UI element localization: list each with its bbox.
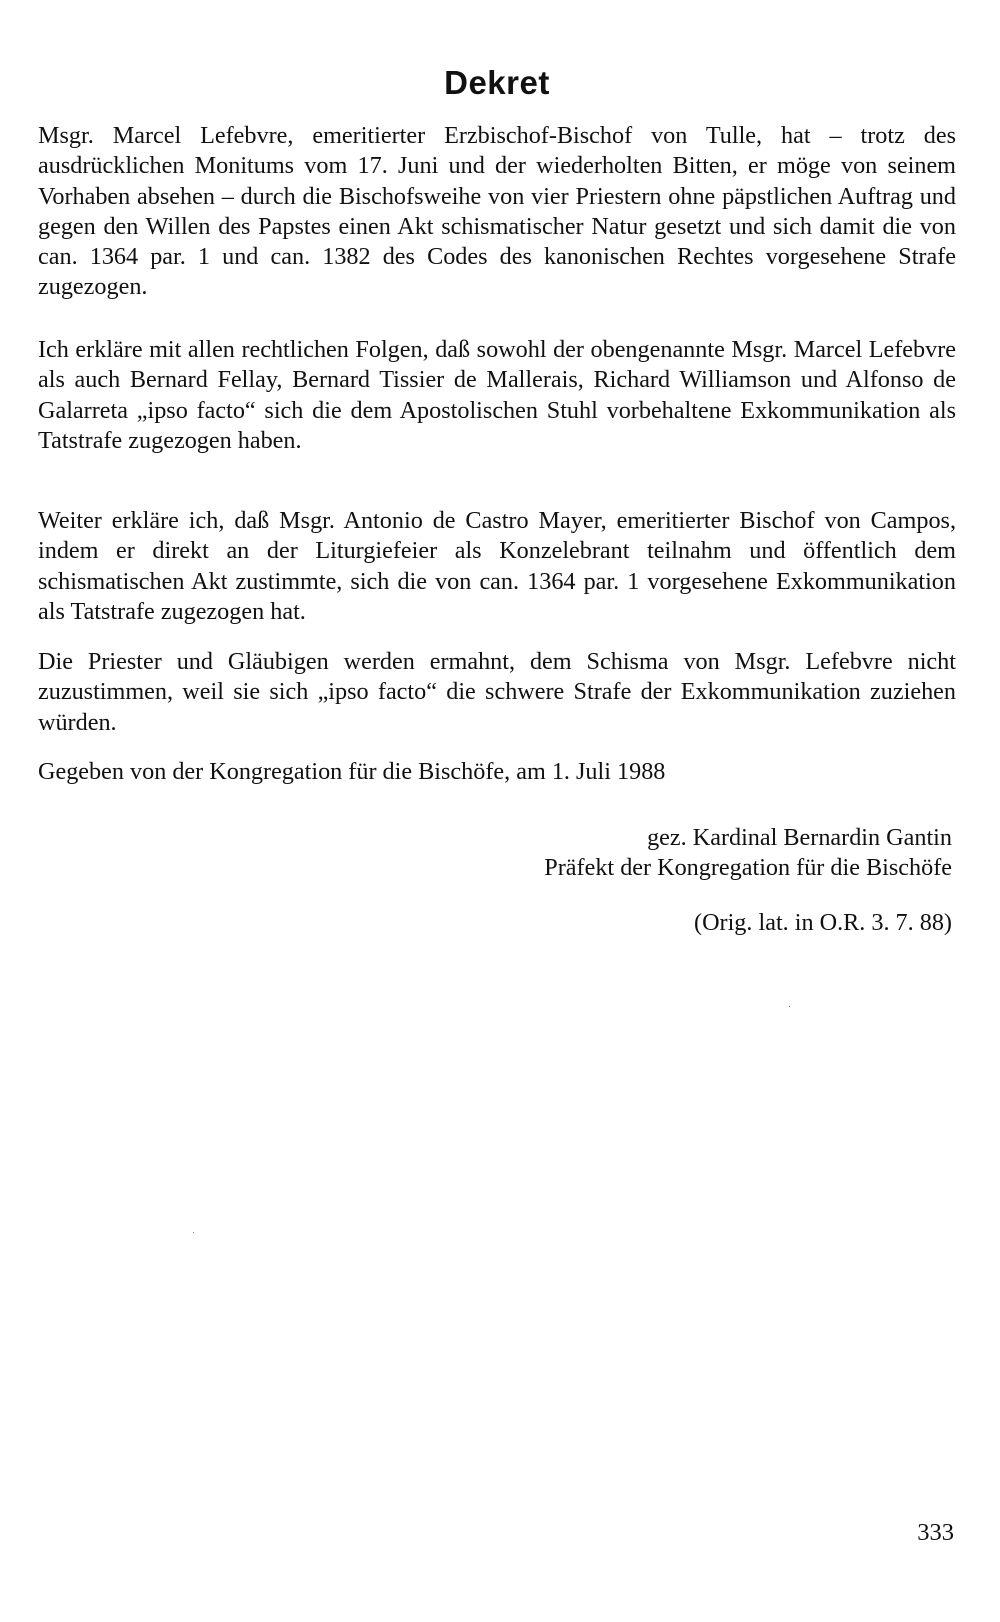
source-reference: (Orig. lat. in O.R. 3. 7. 88) — [694, 909, 952, 936]
scan-speck — [193, 1232, 194, 1233]
paragraph-4: Die Priester und Gläubigen werden ermahnt, dem Schisma von Msgr. Lefebvre nicht zuzustimmen, weil sie sich „ipso facto“ die schwere Strafe der Exkommunikation zuziehen würden. — [38, 648, 956, 736]
paragraph-1: Msgr. Marcel Lefebvre, emeritierter Erzbischof-Bischof von Tulle, hat – trotz des ausdrücklichen Monitums vom 17. Juni und der wiederholten Bitten, er möge von seinem Vorhaben absehen – durch die Bischofsweihe von vier Priestern ohne päpstlichen Auftrag und gegen den Willen des Papstes einen Akt schismatischer Natur gesetzt und sich damit die von can. 1364 par. 1 und can. 1382 des Codes des kanonischen Rechtes vorgesehene Strafe zugezogen. — [38, 122, 956, 301]
paragraph-2: Ich erkläre mit allen rechtlichen Folgen, daß sowohl der obengenannte Msgr. Marcel Lefebvre als auch Bernard Fellay, Bernard Tissier de Mallerais, Richard Williamson und Alfonso de Galarreta „ipso facto“ sich die dem Apostolischen Stuhl vorbehaltene Exkommunikation als Tatstrafe zugezogen haben. — [38, 336, 956, 454]
given-line: Gegeben von der Kongregation für die Bischöfe, am 1. Juli 1988 — [38, 758, 666, 785]
page-number: 333 — [917, 1519, 954, 1546]
signature-name: gez. Kardinal Bernardin Gantin — [647, 824, 952, 851]
paragraph-3: Weiter erkläre ich, daß Msgr. Antonio de Castro Mayer, emeritierter Bischof von Campos, indem er direkt an der Liturgiefeier als Konzelebrant teilnahm und öffentlich dem schismatischen Akt zustimmte, sich die von can. 1364 par. 1 vorgesehene Exkommunikation als Tatstrafe zugezogen hat. — [38, 507, 956, 625]
signature-block — [432, 823, 952, 883]
document-title: Dekret — [444, 64, 550, 101]
document-page — [38, 0, 956, 1622]
scan-speck — [789, 1006, 790, 1007]
signature-title: Präfekt der Kongregation für die Bischöfe — [544, 854, 952, 881]
